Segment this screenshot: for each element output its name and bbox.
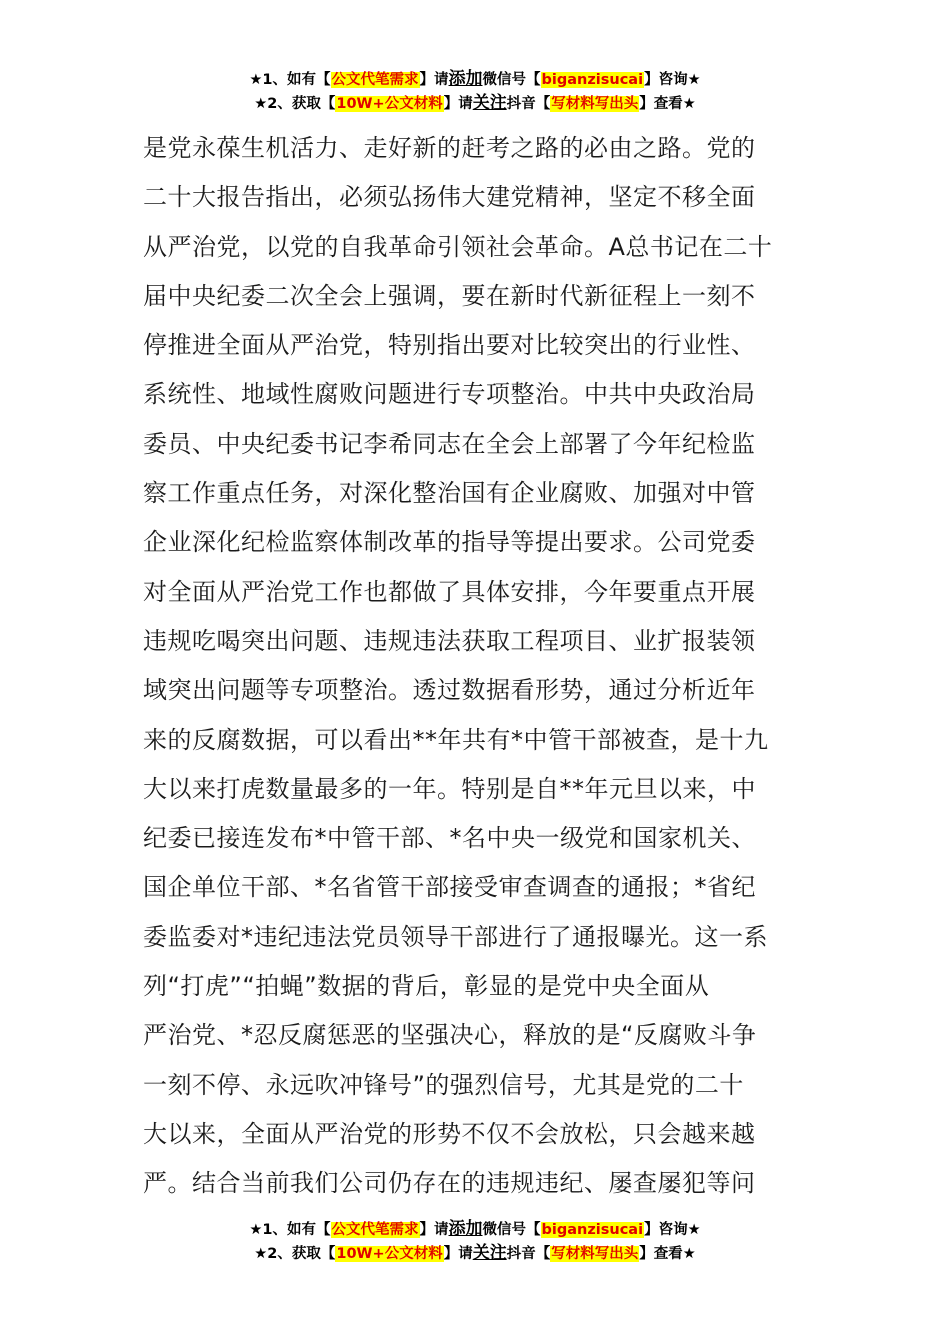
body-line: 委员、中央纪委书记李希同志在全会上部署了今年纪检监: [143, 429, 756, 458]
body-line: 届中央纪委二次全会上强调，要在新时代新征程上一刻不: [143, 281, 756, 310]
body-line: 一刻不停、永远吹冲锋号”的强烈信号，尤其是党的二十: [143, 1070, 744, 1099]
body-line: 委监委对*违纪违法党员领导干部进行了通报曝光。这一系: [143, 922, 768, 951]
banner-text: 】请: [443, 1246, 473, 1262]
body-line: 停推进全面从严治党，特别指出要对比较突出的行业性、: [143, 331, 756, 360]
underlined-text: 添加: [448, 69, 483, 89]
header-banner: [0, 68, 950, 116]
highlight-wechat-id: biganzisucai: [541, 1222, 644, 1238]
highlight-wechat-id: biganzisucai: [541, 72, 644, 88]
highlight-douyin-account: 写材料写出头: [551, 96, 639, 112]
underlined-text: 关注: [472, 93, 507, 113]
banner-text: 】查看★: [639, 1246, 696, 1262]
banner-text: 】咨询★: [644, 1222, 701, 1238]
underlined-text: 添加: [448, 1219, 483, 1239]
banner-line-2: [0, 1242, 950, 1266]
body-line: 系统性、地域性腐败问题进行专项整治。中共中央政治局: [143, 380, 756, 409]
body-line: 国企单位干部、*名省管干部接受审查调查的通报；*省纪: [143, 873, 756, 902]
banner-text: ★2、获取【: [254, 1246, 336, 1262]
highlight-service: 公文代笔需求: [331, 1222, 419, 1238]
body-line: 严。结合当前我们公司仍存在的违规违纪、屡查屡犯等问: [143, 1169, 756, 1198]
banner-text: ★1、如有【: [249, 72, 331, 88]
banner-text: ★2、获取【: [254, 96, 336, 112]
body-line: 域突出问题等专项整治。透过数据看形势，通过分析近年: [143, 676, 756, 705]
body-line: 企业深化纪检监察体制改革的指导等提出要求。公司党委: [143, 528, 756, 557]
banner-text: 】请: [443, 96, 473, 112]
highlight-douyin-account: 写材料写出头: [551, 1246, 639, 1262]
highlight-materials: 10W+公文材料: [336, 1246, 443, 1262]
banner-text: 】咨询★: [644, 72, 701, 88]
body-line: 来的反腐数据，可以看出**年共有*中管干部被查，是十九: [143, 725, 769, 754]
body-line: 严治党、*忍反腐惩恶的坚强决心，释放的是“反腐败斗争: [143, 1021, 757, 1050]
footer-banner: [0, 1218, 950, 1266]
body-line: 二十大报告指出，必须弘扬伟大建党精神，坚定不移全面: [143, 183, 756, 212]
body-line: 列“打虎”“拍蝇”数据的背后，彰显的是党中央全面从: [143, 972, 710, 1001]
highlight-materials: 10W+公文材料: [336, 96, 443, 112]
banner-text: ★1、如有【: [249, 1222, 331, 1238]
body-line: 大以来，全面从严治党的形势不仅不会放松，只会越来越: [143, 1119, 756, 1148]
body-line: 纪委已接连发布*中管干部、*名中央一级党和国家机关、: [143, 824, 756, 853]
banner-text: 抖音【: [506, 1246, 551, 1262]
banner-line-1: [0, 68, 950, 92]
document-body: [143, 124, 813, 1209]
body-line: 违规吃喝突出问题、违规违法获取工程项目、业扩报装领: [143, 626, 756, 655]
banner-line-2: [0, 92, 950, 116]
banner-text: 抖音【: [506, 96, 551, 112]
body-line: 对全面从严治党工作也都做了具体安排，今年要重点开展: [143, 577, 756, 606]
body-line: 察工作重点任务，对深化整治国有企业腐败、加强对中管: [143, 479, 756, 508]
banner-text: 微信号【: [482, 72, 541, 88]
banner-text: 】查看★: [639, 96, 696, 112]
body-line: 大以来打虎数量最多的一年。特别是自**年元旦以来，中: [143, 774, 756, 803]
highlight-service: 公文代笔需求: [331, 72, 419, 88]
banner-line-1: [0, 1218, 950, 1242]
underlined-text: 关注: [472, 1243, 507, 1263]
body-line: 从严治党，以党的自我革命引领社会革命。A总书记在二十: [143, 232, 773, 261]
banner-text: 】请: [419, 72, 449, 88]
banner-text: 】请: [419, 1222, 449, 1238]
banner-text: 微信号【: [482, 1222, 541, 1238]
body-line: 是党永葆生机活力、走好新的赶考之路的必由之路。党的: [143, 134, 756, 162]
